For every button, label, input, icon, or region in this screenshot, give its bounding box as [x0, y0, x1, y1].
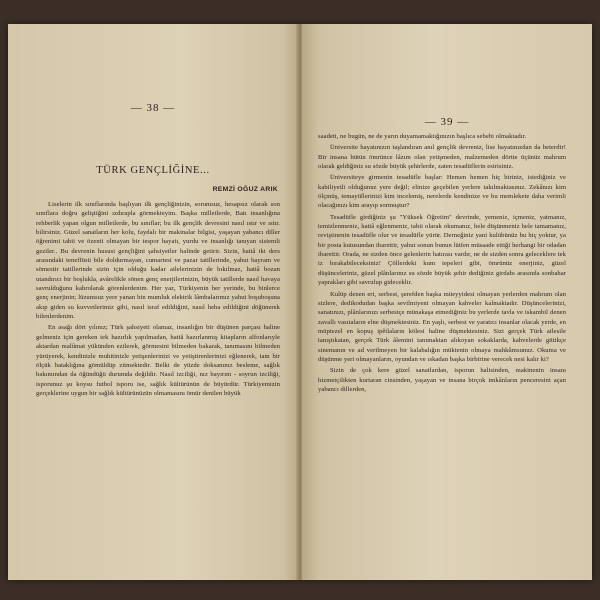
- paragraph: Üniversite hayatınızın taşlandıran anıl gençlik devreniz, lise hayatınızdan da beterdir! Bir insana bütün ömrünce lâzım olan yetişmeden, malzemeden dörtte üçünüz mahrum olarak geldiğiniz su sözde büyük şehirlerde, zaten tesadüflerin esirisiniz.: [318, 144, 566, 171]
- page-number-left: — 38 —: [130, 102, 176, 114]
- paragraph: saadeti, ne bugün, ne de yarın duyamamaktığınızın başlıca sebebi olmaktadır.: [318, 133, 527, 140]
- paragraph: En asağı dört yılınız; Türk şahsiyeti olamaz, insanlığın bir düşünen parçası haline gelmeniz için gereken tek hazırlık yapılmadan, hattâ hazırlanmış kitapların alfonlarıyle aktardan malûmat yükünden ezilerek, görmesini bilmeden bakarak, tanımasını bilmeden yürüyerek, kendinizle muhitinizle yetişenlerinizi ve yetiştirenlerinizi eğlenerek, tam bir ölçük bataklığına gömüldüp zitmektedir. Belki de yüzde doksanınız besleme, sağlık bakımından da öğündüğü durumda değildir. Nasıl izciliği, nız bayırım - soyrun izciliği, isporunuz şu koysu futbol isporu ise, sağlık kültürünün de büyürdür. Türkiyemizin gerçeklerine uygun bir sağlık kültürünüzün olmamasını ömür denilen büyük: [36, 324, 280, 397]
- paragraph: Kulüp denen eri, serbest, şerefden başka müeyyidesi olmayan yerlerden mahrum olan sizlere, dedikodudan başka sevilmiyeni olmayan kahveler kalmaktadır. Düşüncelerinizi, sanatınızı, plânlarınızı serbestçe münakaşa etmediğiniz bu yerlerde tavla ve iskambil denen zavallı vasıtaların elne düşmektesiniz. En yaşlı, serbest ve yaratıcı insanlar olacak yerde, en müptezel en kopuş ipêtlaların kölesi haline düşmektesiniz. Sizi gerçek Türk ailesile tanıştıkatan, gerçek Türk âlemini tanımaktan alıkoyan sokaklarda, kahvelerde gittikçe sinemanın ve ad verilmeyen bir kalabalığın müktenin olmaya mahkûmsunuz. Okuma ve düşünme yeri olmayanların, oyundan ve ıskadan başka birbirine verecek nesi kalır ki?: [318, 290, 566, 363]
- paragraph: Üniversiteye girmenin tesadüfle başlar: Hemen hemen hiç biriniz, istediğiniz ve kabiliyetli olduğunuz yere değil; elinize geçebilen yerlere takılmaktasınız. Zekânızı kim ölçmüş, temayüllerinizi kim incelemiş, nerelerde kendinize ve bu memlekete daha verimli olacağınızı kim arayıp sormuştur?: [318, 174, 566, 210]
- article-author: REMZİ OĞUZ ARIK: [212, 186, 278, 193]
- left-page-text: [36, 200, 280, 400]
- paragraph: Liselerin ilk sınıflarında başlıyan ilk gençliğinizin, sorumsuz, hesapsız olarak son sınıflara doğru geliştiğini ızdırapla görmekteyim. Başka milletlerde, Batı insanlığına rehberlik yapan olgun milletlerde, bu sınıflar; bu ilk gençlik devresini nasıl ıstır ve ıstır. bilirsiniz. Güzel sanatların her kolu, faydalı bir makinalar bilgisi, yaşayan yabancı diller öğrenimi tabii ve özenti olmayan bir tespor hayatı, yurdu ve insanlığı tanıyan sistemli geziler.. Bu devrenin hususi gençliğini şahsiyetler halinde getirir. Sizin, hattâ iki ders arasındaki teneffüsü bile doldurmayan, cumartesi ve pazar tatillerinde, yahut bayram ve sömestir tatillerinde sizin için olduğu kadar ailelerinizin de bıkılmaz, hattâ bozan utandırıcı bir boşlukla, avârelikle sönen genç enerjilerinizin, büyük tatillerde nasıl havaya savrulduğunu kahrolarak görenlerdenim. Her yaz, Türkiyenin her yerinde, bu binlerce genç enerjinin; lüzumsuz yere yanan bin mumluk elektrik lâmbalarımız yahut boşuboşuna akıp giden su kuvvetlerimiz gibi, nasıl israf edildiğini, nasıl heba edildiğini döğünerek bilenlerdenim.: [36, 201, 280, 321]
- page-number-right: — 39 —: [424, 116, 470, 128]
- right-page: [302, 24, 592, 580]
- open-book: [8, 24, 592, 580]
- left-page: [8, 24, 298, 580]
- article-title: TÜRK GENÇLİĞİNE...: [96, 165, 210, 176]
- paragraph: Tesadüfle girdiğiniz şu "Yüksek Öğretim" devrinde, yemeniz, içmeniz, yatmanız, temizlenmeniz, hattâ eğlenmeniz, tabii olarak okumanız, hele düşünmeniz hele tamamanız, reviştinenin tesadüfle olur ve tesadüfle yürür. Derneğiniz yani kulübünüz bu hiç yoktur, ya bir posta kutusundan ibarettir, yahut sonun bunun lütfen müsaade ettiği herhangi bir odadan ibarettir. Orada, ne sizden önce gelenlerin hatırası vardır, ne de sizden sonra geleceklere tek iz bırakabileceksiniz! Çöllerdeki kum tepeleri gibi, ömrünüz enerjiniz, güzel düşünceleriniz, güzel plânlarınız su sözde büyük şehir dediğiniz girdabı arasında sonbahar yaprakları gibi savrulup gideceklir.: [318, 213, 566, 287]
- paragraph: Sizin de çok kere güzel sanatlardan, isporun halisinden, makinenin insanı hizmetçilikten kurtaran cinsinden, yaşayan ve insana birçok imkânların penceresini açan yabancı dillerden,: [318, 367, 566, 393]
- right-page-text: [318, 132, 566, 396]
